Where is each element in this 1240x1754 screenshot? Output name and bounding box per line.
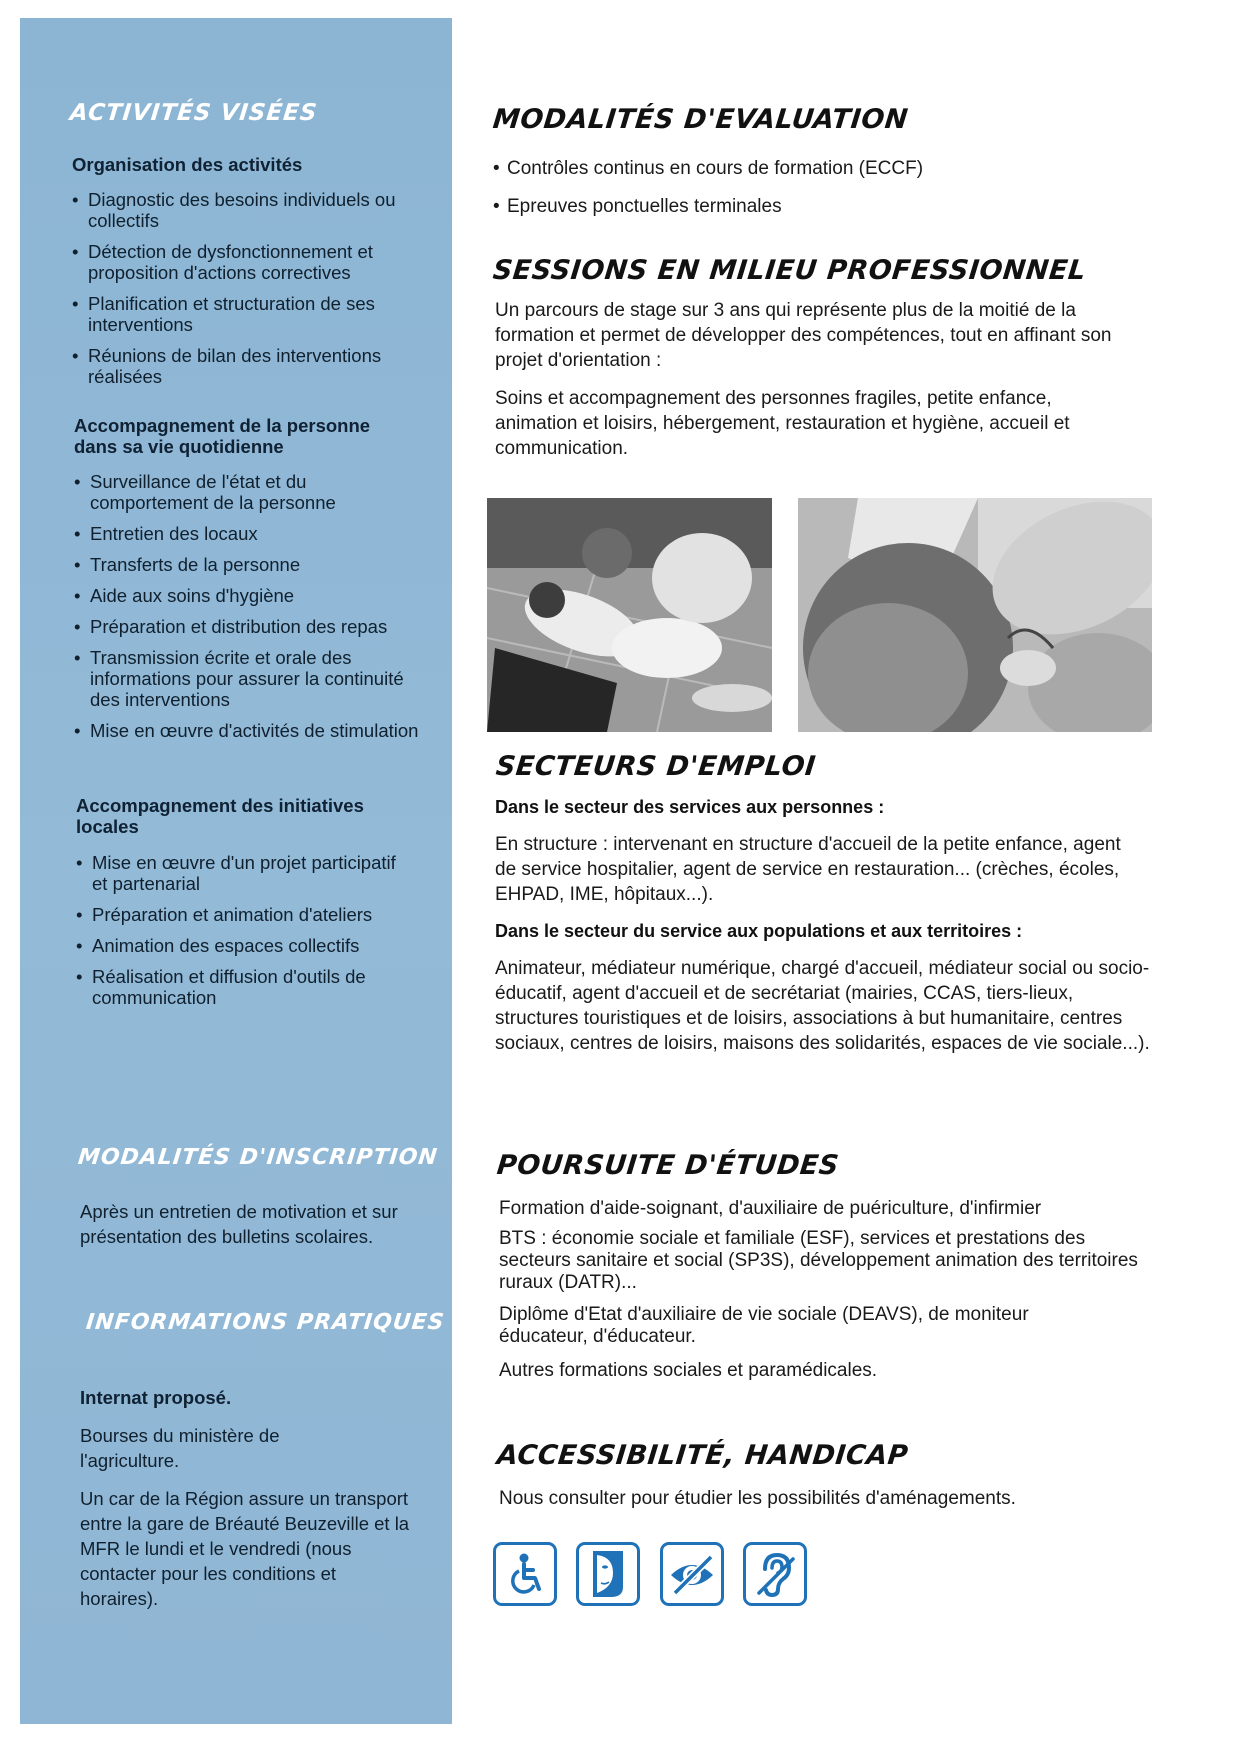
list-item: • Préparation et animation d'ateliers — [76, 904, 416, 925]
poursuite-diplome: Diplôme d'Etat d'auxiliaire de vie sociale (DEAVS), de moniteur éducateur, d'éducateur. — [499, 1304, 1029, 1347]
sidebar-panel — [20, 18, 452, 1724]
secteurs-sub-territoires: Dans le secteur du service aux populations et aux territoires : — [495, 921, 1023, 941]
list-item: • Mise en œuvre d'un projet participatif et partenarial — [76, 852, 416, 894]
visual-impairment-icon — [660, 1542, 724, 1606]
poursuite-bts: BTS : économie sociale et familiale (ESF), services et prestations des secteurs sanitaire et social (SP3S), développement animation des territoires ruraux (DATR)... — [499, 1228, 1138, 1293]
list-item: • Transmission écrite et orale des informations pour assurer la continuité des interventions — [74, 647, 419, 710]
poursuite-autres: Autres formations sociales et paramédicales. — [499, 1360, 878, 1381]
evaluation-title: MODALITÉS D'EVALUATION — [491, 104, 910, 135]
list-accompagnement — [74, 471, 419, 751]
list-organisation — [72, 189, 412, 397]
list-item: • Animation des espaces collectifs — [76, 935, 416, 956]
list-item: • Préparation et distribution des repas — [74, 616, 419, 637]
accessibilite-title: ACCESSIBILITÉ, HANDICAP — [495, 1440, 910, 1471]
list-item: • Planification et structuration de ses interventions — [72, 293, 412, 335]
poursuite-formation: Formation d'aide-soignant, d'auxiliaire de puériculture, d'infirmier — [499, 1198, 1042, 1219]
secteurs-territoires-text: Animateur, médiateur numérique, chargé d'accueil, médiateur social ou socio-éducatif, agent d'accueil et de secrétariat (mairies, CCAS, tiers-lieux, structures touristiques et de loisirs, associations à but humanitaire, centres sociaux, centres de loisirs, maisons des solidarités, espaces de vie sociale...). — [495, 958, 1150, 1054]
inscription-title: MODALITÉS D'INSCRIPTION — [76, 1145, 440, 1170]
internat-text: Internat proposé. — [80, 1387, 232, 1408]
wheelchair-icon — [493, 1542, 557, 1606]
evaluation-list — [493, 157, 923, 233]
infos-title: INFORMATIONS PRATIQUES — [84, 1310, 446, 1335]
secteurs-personnes-text: En structure : intervenant en structure d'accueil de la petite enfance, agent de service hospitalier, agent de service en restauration... (crèches, écoles, EHPAD, IME, hôpitaux...). — [495, 834, 1121, 905]
bourses-text: Bourses du ministère de l'agriculture. — [80, 1425, 280, 1471]
photo-first-aid — [487, 498, 772, 732]
sessions-fields: Soins et accompagnement des personnes fragiles, petite enfance, animation et loisirs, hébergement, restauration et hygiène, accueil et communication. — [495, 388, 1070, 459]
secteurs-title: SECTEURS D'EMPLOI — [494, 751, 818, 782]
list-item: • Détection de dysfonctionnement et proposition d'actions correctives — [72, 241, 412, 283]
list-initiatives — [76, 852, 416, 1018]
photo-crafts — [798, 498, 1152, 732]
list-item: • Transferts de la personne — [74, 554, 419, 575]
list-item: • Surveillance de l'état et du comportement de la personne — [74, 471, 419, 513]
crafts-photo-illustration — [798, 498, 1152, 732]
mental-disability-icon — [576, 1542, 640, 1606]
list-item: • Mise en œuvre d'activités de stimulation — [74, 720, 419, 741]
accessibilite-text: Nous consulter pour étudier les possibilités d'aménagements. — [499, 1488, 1016, 1509]
list-item: • Entretien des locaux — [74, 523, 419, 544]
list-item: • Epreuves ponctuelles terminales — [493, 195, 923, 219]
group-heading-initiatives: Accompagnement des initiatives locales — [76, 795, 364, 837]
list-item: • Réalisation et diffusion d'outils de communication — [76, 966, 416, 1008]
sessions-title: SESSIONS EN MILIEU PROFESSIONNEL — [491, 255, 1088, 286]
list-item: • Diagnostic des besoins individuels ou collectifs — [72, 189, 412, 231]
hearing-impairment-icon — [743, 1542, 807, 1606]
inscription-text: Après un entretien de motivation et sur présentation des bulletins scolaires. — [80, 1201, 398, 1247]
activites-title: ACTIVITÉS VISÉES — [68, 100, 319, 126]
sessions-intro: Un parcours de stage sur 3 ans qui représente plus de la moitié de la formation et permet de développer des compétences, tout en affinant son projet d'orientation : — [495, 300, 1112, 371]
list-item: • Réunions de bilan des interventions réalisées — [72, 345, 412, 387]
first-aid-photo-illustration — [487, 498, 772, 732]
list-item: • Aide aux soins d'hygiène — [74, 585, 419, 606]
list-item: • Contrôles continus en cours de formation (ECCF) — [493, 157, 923, 181]
transport-text: Un car de la Région assure un transport entre la gare de Bréauté Beuzeville et la MFR le lundi et le vendredi (nous contacter pour les conditions et horaires). — [80, 1488, 410, 1609]
poursuite-title: POURSUITE D'ÉTUDES — [495, 1150, 841, 1181]
group-heading-accompagnement: Accompagnement de la personne dans sa vie quotidienne — [74, 415, 371, 457]
secteurs-sub-personnes: Dans le secteur des services aux personnes : — [495, 797, 885, 817]
group-heading-organisation: Organisation des activités — [72, 154, 303, 175]
